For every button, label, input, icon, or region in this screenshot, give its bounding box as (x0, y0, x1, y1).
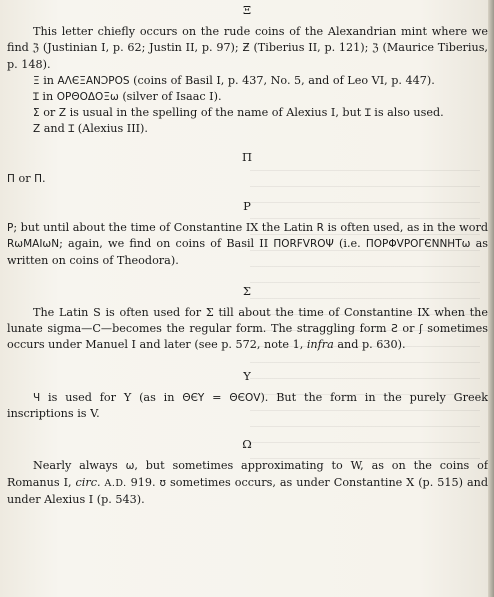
glyph: R (316, 222, 324, 235)
glyph: Ɪ (33, 91, 39, 104)
heading-rho: Ρ (243, 199, 252, 214)
glyph: ʃ (419, 323, 423, 336)
glyph: ʊ (159, 476, 167, 489)
text: or (14, 171, 35, 185)
glyph: Π (7, 172, 15, 185)
text: (i.e. (333, 237, 366, 251)
rho-paragraph-1 (7, 220, 488, 269)
text: (Alexius III). (74, 122, 148, 136)
xi-paragraph-2 (7, 73, 488, 89)
text: 919. (126, 475, 160, 489)
xi-paragraph-3 (7, 89, 488, 105)
upsilon-paragraph-1 (7, 390, 488, 422)
text: (Tiberius II, p. 121); (249, 41, 373, 55)
glyph: Ƨ (391, 323, 398, 336)
heading-upsilon: Υ (243, 368, 252, 383)
coin-legend: RωΜΑΙωΝ (7, 238, 60, 251)
text: as written on coins of Theodora). (7, 237, 488, 267)
text: is usual in the spelling of the name of Alexius I, but (66, 106, 365, 120)
xi-paragraph-1 (7, 24, 488, 73)
glyph: ω (125, 460, 135, 473)
glyph: Ɪ (364, 107, 371, 120)
coin-legend: ΑΛЄΞΑΝƆΡΟS (57, 74, 130, 87)
text: is often used, as in the word (323, 221, 488, 235)
text: (Maurice Tiberius, p. 148). (7, 41, 488, 71)
glyph: Ρ (7, 222, 14, 235)
text: sometimes occurs, as under Constantine X (p. 515) and under Alexius I (p. 543). (7, 475, 488, 506)
text: in (38, 90, 57, 104)
text: , but sometimes approximating to W, as on the coins of Romanus I, (7, 459, 488, 489)
xi-paragraph-5 (7, 121, 488, 137)
text: sometimes occurs under Manuel I and later (see p. 572, note 1, (7, 322, 488, 352)
text: = (204, 390, 230, 404)
glyph: Σ (33, 107, 40, 120)
small-caps-text: A.D. (100, 477, 127, 489)
glyph: Ɪ (68, 123, 75, 136)
xi-paragraph-4 (7, 105, 488, 121)
italic-text: infra (306, 338, 334, 352)
text: . (42, 171, 46, 185)
coin-legend: ΟΡΘΟΔΟΞω (56, 91, 119, 104)
coin-legend: ΠΟRFVRΟΨ (273, 238, 334, 251)
text: (Justinian I, p. 62; Justin II, p. 97); (39, 41, 243, 55)
text: (coins of Basil I, p. 437, No. 5, and of Leo VI, p. 447). (129, 73, 435, 87)
glyph: Ζ (33, 123, 41, 136)
coin-legend: ΘЄΥ (182, 391, 205, 404)
text: in (39, 73, 58, 87)
glyph: ℨ (32, 42, 40, 55)
text: or (39, 106, 59, 120)
heading-pi: Π (241, 149, 254, 164)
heading-xi: Ξ (242, 3, 253, 17)
pi-paragraph-1 (7, 171, 488, 187)
text: ; again, we find on coins of Basil II (59, 237, 274, 251)
glyph: Π (34, 172, 43, 185)
sigma-paragraph-1 (7, 305, 488, 354)
italic-text: circ. (75, 475, 101, 489)
text: ; but until about the time of Constantine IX the Latin (13, 221, 317, 235)
text: is also used. (370, 106, 444, 120)
text: and (40, 122, 69, 136)
coin-legend: ΘЄΟV (229, 391, 261, 404)
glyph: ℨ (372, 42, 379, 55)
text: Nearly always (33, 459, 126, 473)
omega-paragraph-1 (7, 458, 488, 508)
text: The Latin S is often used for Σ till about the time of Constantine IX when the lunate sigma—C—becomes the regular form. The straggling form (7, 306, 488, 336)
text: is used for Υ (as in (40, 390, 183, 404)
text: or (397, 322, 420, 336)
coin-legend: ΠΟΡΦVΡΟΓЄΝΝΗΤω (365, 238, 471, 251)
heading-omega: Ω (242, 437, 253, 452)
glyph: Ч (33, 391, 41, 404)
text: (silver of Isaac I). (118, 90, 222, 104)
glyph: Ζ (58, 107, 67, 120)
page-spine-edge (488, 0, 494, 597)
text: ). But the form in the purely Greek inscriptions is V. (7, 390, 488, 421)
glyph: Ξ (33, 74, 40, 87)
text: This letter chiefly occurs on the rude coins of the Alexandrian mint where we find (7, 25, 488, 55)
text: and p. 630). (333, 338, 406, 352)
heading-sigma: Σ (242, 283, 253, 298)
glyph: Ƶ (242, 42, 250, 55)
